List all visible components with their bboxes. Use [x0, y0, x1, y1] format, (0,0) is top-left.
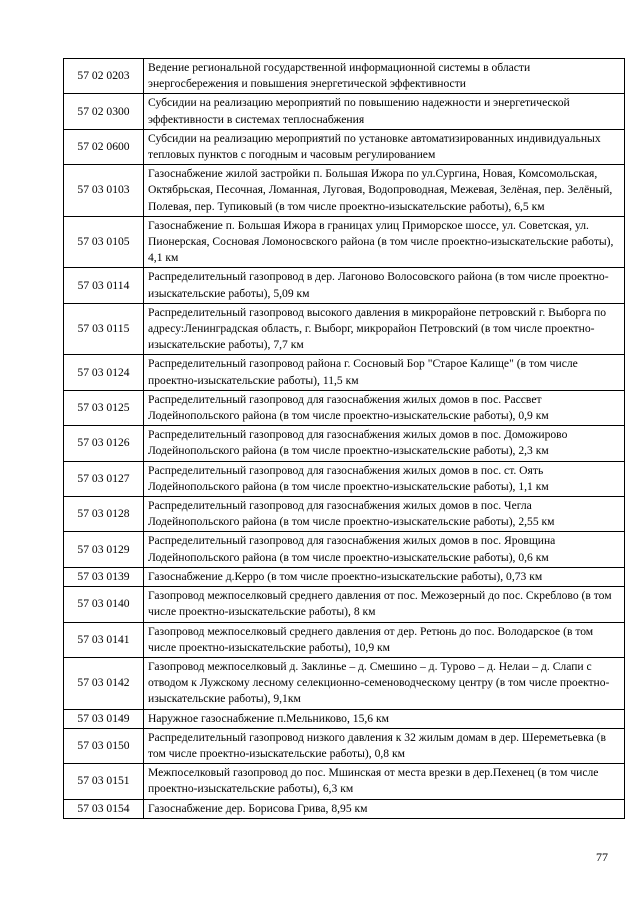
- row-description: Ведение региональной государственной информационной системы в области энергосбережения и повышения энергетической эффективности: [144, 59, 625, 94]
- row-code: 57 03 0139: [64, 567, 144, 586]
- row-code: 57 03 0126: [64, 426, 144, 461]
- table-row: [64, 799, 625, 818]
- row-code: 57 03 0128: [64, 497, 144, 532]
- row-code: 57 03 0129: [64, 532, 144, 567]
- table-row: [64, 355, 625, 390]
- row-description: Субсидии на реализацию мероприятий по установке автоматизированных индивидуальных тепловых пунктов с погодным и часовым регулированием: [144, 129, 625, 164]
- row-code: 57 03 0105: [64, 216, 144, 268]
- row-description: Газопровод межпоселковый д. Заклинье – д. Смешино – д. Турово – д. Нелаи – д. Слапи с отводом к Лужскому лесному селекционно-семеноводческому центру (в том числе проектно-изыскательские работы), 9,1км: [144, 657, 625, 709]
- row-code: 57 03 0150: [64, 728, 144, 763]
- table-row: [64, 426, 625, 461]
- row-code: 57 03 0140: [64, 587, 144, 622]
- row-description: Распределительный газопровод высокого давления в микрорайоне петровский г. Выборга по адресу:Ленинградская область, г. Выборг, микрорайон Петровский (в том числе проектно-изыскательские работы), 7,7 км: [144, 303, 625, 355]
- table-row: [64, 497, 625, 532]
- table-row: [64, 657, 625, 709]
- row-description: Распределительный газопровод для газоснабжения жилых домов в пос. Рассвет Лодейнопольского района (в том числе проектно-изыскательские работы), 0,9 км: [144, 390, 625, 425]
- row-description: Распределительный газопровод для газоснабжения жилых домов в пос. Яровщина Лодейнопольского района (в том числе проектно-изыскательские работы), 0,6 км: [144, 532, 625, 567]
- row-code: 57 03 0151: [64, 764, 144, 799]
- row-code: 57 03 0124: [64, 355, 144, 390]
- table-row: [64, 587, 625, 622]
- row-code: 57 03 0149: [64, 709, 144, 728]
- row-code: 57 03 0154: [64, 799, 144, 818]
- row-description: Межпоселковый газопровод до пос. Мшинская от места врезки в дер.Пехенец (в том числе проектно-изыскательские работы), 6,3 км: [144, 764, 625, 799]
- table-row: [64, 728, 625, 763]
- table-row: [64, 567, 625, 586]
- row-description: Распределительный газопровод в дер. Лагоново Волосовского района (в том числе проектно-изыскательские работы), 5,09 км: [144, 268, 625, 303]
- table-row: [64, 129, 625, 164]
- row-description: Распределительный газопровод для газоснабжения жилых домов в пос. Чегла Лодейнопольского района (в том числе проектно-изыскательские работы), 2,55 км: [144, 497, 625, 532]
- row-description: Газоснабжение жилой застройки п. Большая Ижора по ул.Сургина, Новая, Комсомольская, Октябрьская, Песочная, Ломанная, Луговая, Водопроводная, Межевая, Зелёная, пер. Зелёный, Полевая, пер. Тупиковый (в том числе проектно-изыскательские работы), 6,5 км: [144, 165, 625, 217]
- row-code: 57 03 0125: [64, 390, 144, 425]
- row-code: 57 02 0600: [64, 129, 144, 164]
- row-description: Распределительный газопровод района г. Сосновый Бор "Старое Калище" (в том числе проектно-изыскательские работы), 11,5 км: [144, 355, 625, 390]
- table-row: [64, 461, 625, 496]
- row-code: 57 03 0103: [64, 165, 144, 217]
- row-description: Газоснабжение д.Керро (в том числе проектно-изыскательские работы), 0,73 км: [144, 567, 625, 586]
- table-row: [64, 268, 625, 303]
- table-row: [64, 303, 625, 355]
- table-row: [64, 216, 625, 268]
- page-number: 77: [596, 850, 608, 864]
- table-body: [64, 59, 625, 819]
- table-row: [64, 532, 625, 567]
- row-code: 57 03 0127: [64, 461, 144, 496]
- row-code: 57 03 0142: [64, 657, 144, 709]
- row-description: Распределительный газопровод для газоснабжения жилых домов в пос. ст. Оять Лодейнопольского района (в том числе проектно-изыскательские работы), 1,1 км: [144, 461, 625, 496]
- row-description: Газопровод межпоселковый среднего давления от дер. Ретюнь до пос. Володарское (в том числе проектно-изыскательские работы), 10,9 км: [144, 622, 625, 657]
- table-row: [64, 390, 625, 425]
- table-row: [64, 165, 625, 217]
- table-row: [64, 94, 625, 129]
- row-code: 57 03 0114: [64, 268, 144, 303]
- row-description: Распределительный газопровод для газоснабжения жилых домов в пос. Доможирово Лодейнопольского района (в том числе проектно-изыскательские работы), 2,3 км: [144, 426, 625, 461]
- row-description: Газопровод межпоселковый среднего давления от пос. Межозерный до пос. Скреблово (в том числе проектно-изыскательские работы), 8 км: [144, 587, 625, 622]
- row-code: 57 03 0115: [64, 303, 144, 355]
- row-description: Наружное газоснабжение п.Мельниково, 15,6 км: [144, 709, 625, 728]
- row-code: 57 02 0203: [64, 59, 144, 94]
- table-row: [64, 764, 625, 799]
- row-description: Газоснабжение п. Большая Ижора в границах улиц Приморское шоссе, ул. Советская, ул. Пионерская, Сосновая Ломоносвского района (в том числе проектно-изыскательские работы), 4,1 км: [144, 216, 625, 268]
- table-row: [64, 622, 625, 657]
- row-code: 57 03 0141: [64, 622, 144, 657]
- table-row: [64, 59, 625, 94]
- table-row: [64, 709, 625, 728]
- row-code: 57 02 0300: [64, 94, 144, 129]
- row-description: Распределительный газопровод низкого давления к 32 жилым домам в дер. Шереметьевка (в том числе проектно-изыскательские работы), 0,8 км: [144, 728, 625, 763]
- budget-classification-table: [63, 58, 625, 819]
- row-description: Газоснабжение дер. Борисова Грива, 8,95 км: [144, 799, 625, 818]
- row-description: Субсидии на реализацию мероприятий по повышению надежности и энергетической эффективности в системах теплоснабжения: [144, 94, 625, 129]
